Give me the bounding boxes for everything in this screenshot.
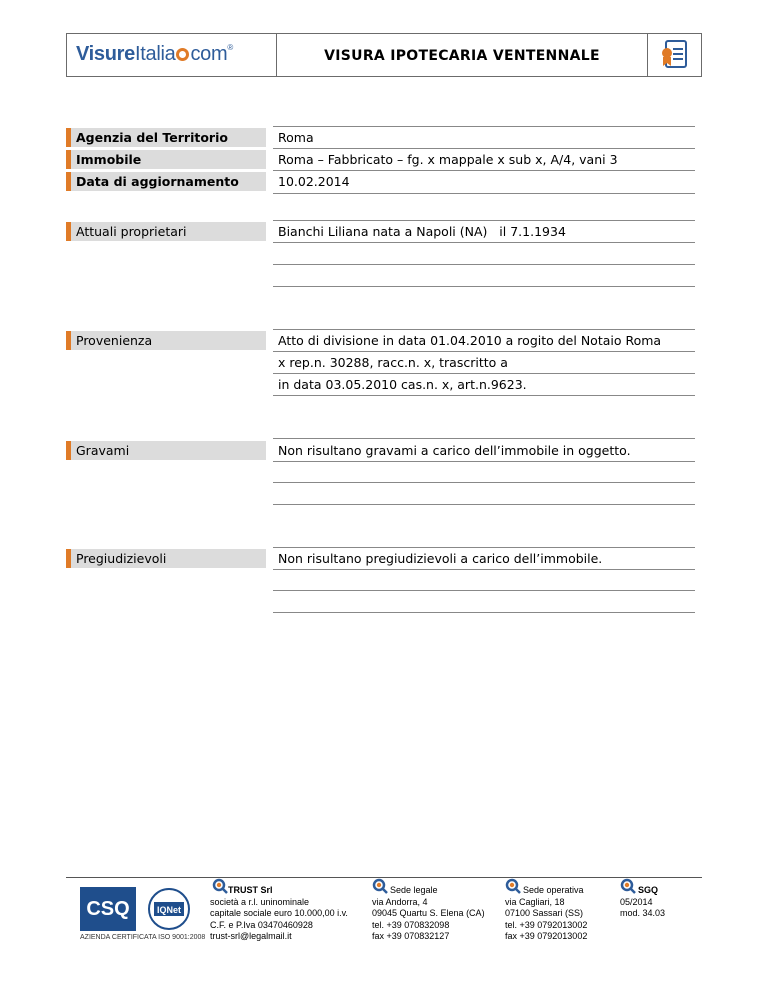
label-pregiudizievoli: Pregiudizievoli xyxy=(66,549,266,568)
footer-sgq-line: mod. 34.03 xyxy=(620,908,666,918)
row-divider xyxy=(273,461,695,462)
row-divider xyxy=(273,482,695,483)
document-header xyxy=(66,33,702,77)
footer-trust-title: TRUST Srl xyxy=(228,885,273,895)
row-divider xyxy=(273,148,695,149)
value-agenzia: Roma xyxy=(278,130,314,145)
value-pregiudizievoli: Non risultano pregiudizievoli a carico dell’immobile. xyxy=(278,551,603,566)
footer-sede-legale-line: 09045 Quartu S. Elena (CA) xyxy=(372,908,485,918)
csq-certification-logo xyxy=(80,887,136,931)
row-divider xyxy=(273,220,695,221)
value-data-aggiornamento: 10.02.2014 xyxy=(278,174,350,189)
value-gravami: Non risultano gravami a carico dell’immobile in oggetto. xyxy=(278,443,631,458)
row-divider xyxy=(273,504,695,505)
svg-text:CSQ: CSQ xyxy=(86,898,130,920)
row-divider xyxy=(273,547,695,548)
label-data-aggiornamento: Data di aggiornamento xyxy=(66,172,266,191)
footer-sede-legale-title: Sede legale xyxy=(390,885,438,895)
footer-sede-operativa-line: via Cagliari, 18 xyxy=(505,896,565,907)
certificate-document-icon xyxy=(658,39,692,71)
row-divider xyxy=(273,170,695,171)
certification-text: AZIENDA CERTIFICATA ISO 9001:2008 xyxy=(80,934,206,941)
icon-cell xyxy=(647,34,701,76)
row-divider xyxy=(273,612,695,613)
value-provenienza-line-1: Atto di divisione in data 01.04.2010 a rogito del Notaio Roma xyxy=(278,333,662,348)
footer-sede-legale-line: tel. +39 070832098 xyxy=(372,919,450,930)
label-proprietari: Attuali proprietari xyxy=(66,222,266,241)
value-provenienza-line-3: in data 03.05.2010 cas.n. x, art.n.9623. xyxy=(278,377,527,392)
row-divider xyxy=(273,264,695,265)
footer-sede-legale xyxy=(372,885,485,943)
footer-trust xyxy=(210,885,348,943)
label-immobile: Immobile xyxy=(66,150,266,169)
footer-sgq-title: SGQ xyxy=(638,885,659,895)
visureitalia-logo: VisureItalia com® xyxy=(76,43,233,65)
row-divider xyxy=(273,126,695,127)
row-divider xyxy=(273,351,695,352)
magnifier-logo-icon xyxy=(176,48,189,61)
value-proprietari: Bianchi Liliana nata a Napoli (NA) il 7.1.1934 xyxy=(278,224,566,239)
page-title: VISURA IPOTECARIA VENTENNALE xyxy=(324,48,600,64)
footer-trust-line: trust-srl@legalmail.it xyxy=(210,931,292,941)
footer-trust-line: capitale sociale euro 10.000,00 i.v. xyxy=(210,908,348,918)
label-provenienza: Provenienza xyxy=(66,331,266,350)
row-divider xyxy=(273,569,695,570)
footer-sgq xyxy=(620,885,665,920)
row-divider xyxy=(273,395,695,396)
label-gravami: Gravami xyxy=(66,441,266,460)
value-immobile: Roma – Fabbricato – fg. x mappale x sub x, A/4, vani 3 xyxy=(278,152,618,167)
footer-trust-line: società a r.l. uninominale xyxy=(210,896,310,907)
footer-sede-operativa-title: Sede operativa xyxy=(523,885,584,895)
label-agenzia: Agenzia del Territorio xyxy=(66,128,266,147)
footer-sede-operativa-line: fax +39 0792013002 xyxy=(505,931,588,941)
row-divider xyxy=(273,286,695,287)
row-divider xyxy=(273,373,695,374)
value-provenienza-line-2: x rep.n. 30288, racc.n. x, trascritto a xyxy=(278,355,508,370)
footer-sede-operativa-line: tel. +39 0792013002 xyxy=(505,919,588,930)
row-divider xyxy=(273,242,695,243)
row-divider xyxy=(273,438,695,439)
footer-sede-operativa xyxy=(505,885,587,943)
footer-sede-legale-line: fax +39 070832127 xyxy=(372,931,450,941)
footer-sgq-line: 05/2014 xyxy=(620,896,653,907)
footer-sede-legale-line: via Andorra, 4 xyxy=(372,896,428,907)
svg-text:IQNet: IQNet xyxy=(156,905,182,915)
footer-trust-line: C.F. e P.Iva 03470460928 xyxy=(210,919,313,930)
row-divider xyxy=(273,590,695,591)
certification-logos xyxy=(80,887,204,943)
iqnet-certification-logo xyxy=(142,887,196,931)
logo-cell xyxy=(67,34,277,76)
row-divider xyxy=(273,329,695,330)
row-divider xyxy=(273,193,695,194)
footer-sede-operativa-line: 07100 Sassari (SS) xyxy=(505,908,584,918)
